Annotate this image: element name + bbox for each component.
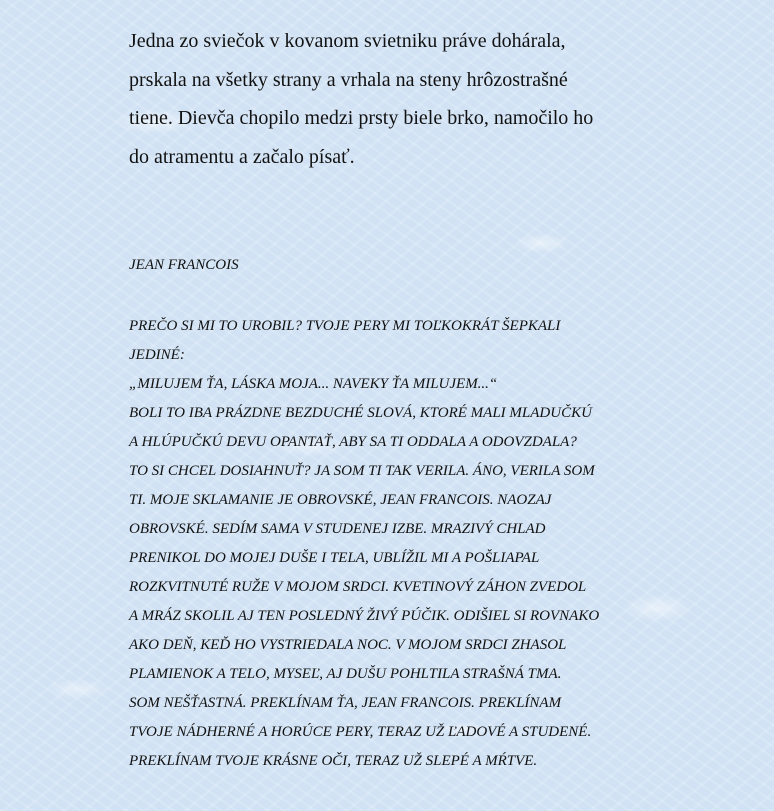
letter-line: TI. MOJE SKLAMANIE JE OBROVSKÉ, JEAN FRANCOIS. NAOZAJ [129, 492, 552, 508]
letter-line: ROZKVITNUTÉ RUŽE V MOJOM SRDCI. KVETINOVÝ ZÁHON ZVEDOL [129, 579, 587, 595]
letter-line: „MILUJEM ŤA, LÁSKA MOJA... NAVEKY ŤA MILUJEM...“ [129, 376, 498, 392]
letter-line: PREKLÍNAM TVOJE KRÁSNE OČI, TERAZ UŽ SLEPÉ A MŔTVE. [129, 753, 538, 769]
letter-line: OBROVSKÉ. SEDÍM SAMA V STUDENEJ IZBE. MRAZIVÝ CHLAD [129, 521, 546, 537]
letter-line: SOM NEŠŤASTNÁ. PREKLÍNAM ŤA, JEAN FRANCOIS. PREKLÍNAM [129, 695, 562, 711]
letter-line: PRENIKOL DO MOJEJ DUŠE I TELA, UBLÍŽIL MI A POŠLIAPAL [129, 550, 540, 566]
intro-line: tiene. Dievča chopilo medzi prsty biele brko, namočilo ho [129, 107, 594, 129]
letter-line: AKO DEŇ, KEĎ HO VYSTRIEDALA NOC. V MOJOM SRDCI ZHASOL [129, 637, 567, 653]
letter-line: TVOJE NÁDHERNÉ A HORÚCE PERY, TERAZ UŽ ĽADOVÉ A STUDENÉ. [129, 724, 592, 740]
intro-line: do atramentu a začalo písať. [129, 145, 355, 168]
document-content [129, 22, 674, 176]
intro-line: prskala na všetky strany a vrhala na steny hrôzostrašné [129, 68, 568, 91]
letter-line: PLAMIENOK A TELO, MYSEĽ, AJ DUŠU POHLTILA STRAŠNÁ TMA. [129, 666, 562, 682]
letter-line: JEDINÉ: [129, 347, 185, 363]
letter-line: TO SI CHCEL DOSIAHNUŤ? JA SOM TI TAK VERILA. ÁNO, VERILA SOM [129, 463, 595, 479]
letter-body [129, 312, 674, 776]
letter-line: BOLI TO IBA PRÁZDNE BEZDUCHÉ SLOVÁ, KTORÉ MALI MLADUČKÚ [129, 405, 592, 421]
letter-heading: JEAN FRANCOIS [129, 257, 239, 273]
intro-line: Jedna zo sviečok v kovanom svietniku práve dohárala, [129, 30, 566, 52]
letter-line: A HLÚPUČKÚ DEVU OPANTAŤ, ABY SA TI ODDALA A ODOVZDALA? [129, 434, 577, 450]
letter-line: PREČO SI MI TO UROBIL? TVOJE PERY MI TOĽKOKRÁT ŠEPKALI [129, 318, 561, 334]
intro-paragraph [129, 22, 674, 176]
letter-line: A MRÁZ SKOLIL AJ TEN POSLEDNÝ ŽIVÝ PÚČIK. ODIŠIEL SI ROVNAKO [129, 608, 600, 624]
